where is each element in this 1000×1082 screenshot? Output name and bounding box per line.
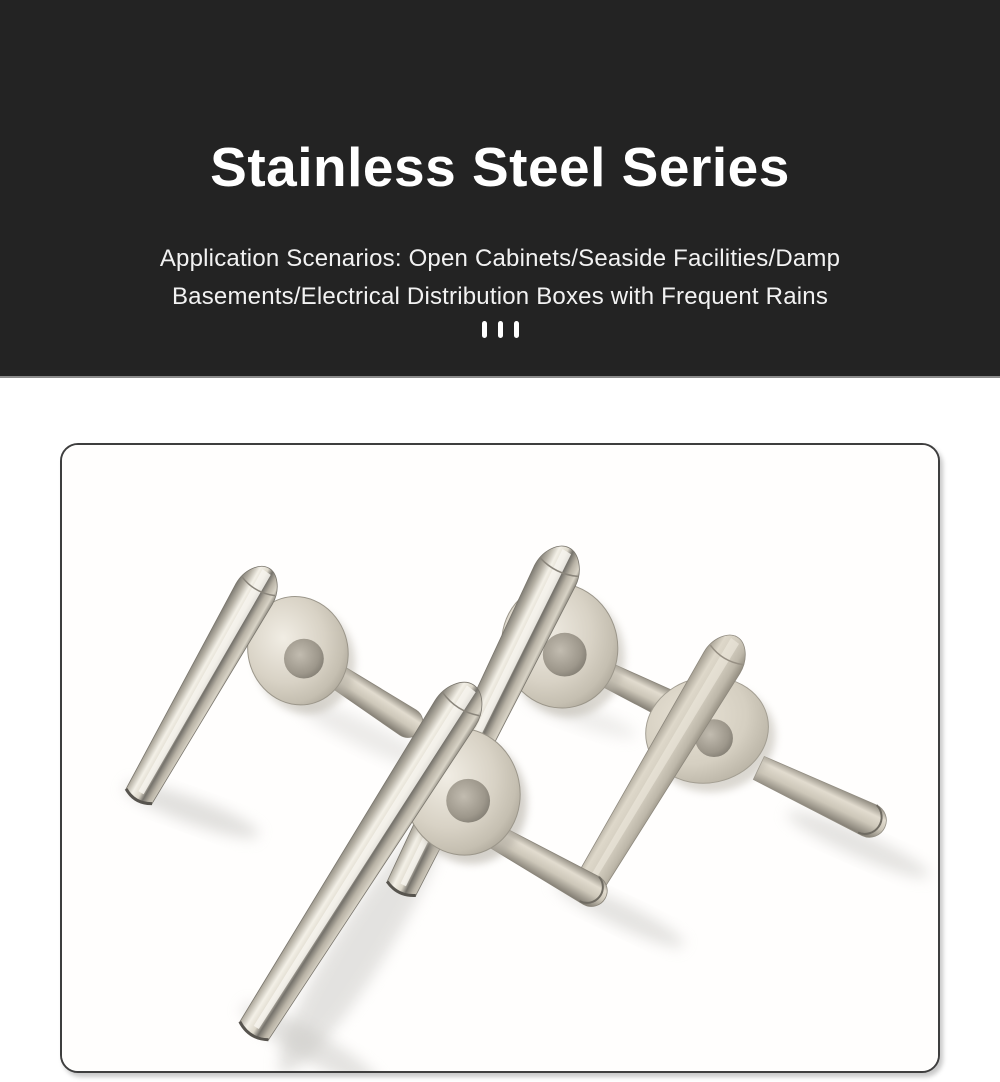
divider-bar-icon [498,321,503,338]
page-title: Stainless Steel Series [210,136,790,198]
hub [446,779,490,823]
hero-subtitle-line1: Application Scenarios: Open Cabinets/Seaside Facilities/Damp [159,245,841,272]
hero-section [0,0,1000,378]
hub [543,633,587,677]
stainless-handles-image [62,445,938,1071]
hero-subtitle-line2: Basements/Electrical Distribution Boxes with Frequent Rains [171,283,829,310]
hub [284,639,324,679]
hero-subtitle [0,240,1000,316]
divider-bar-icon [482,321,487,338]
divider-bar-icon [514,321,519,338]
divider-bars [0,321,1000,338]
product-card [60,443,940,1073]
